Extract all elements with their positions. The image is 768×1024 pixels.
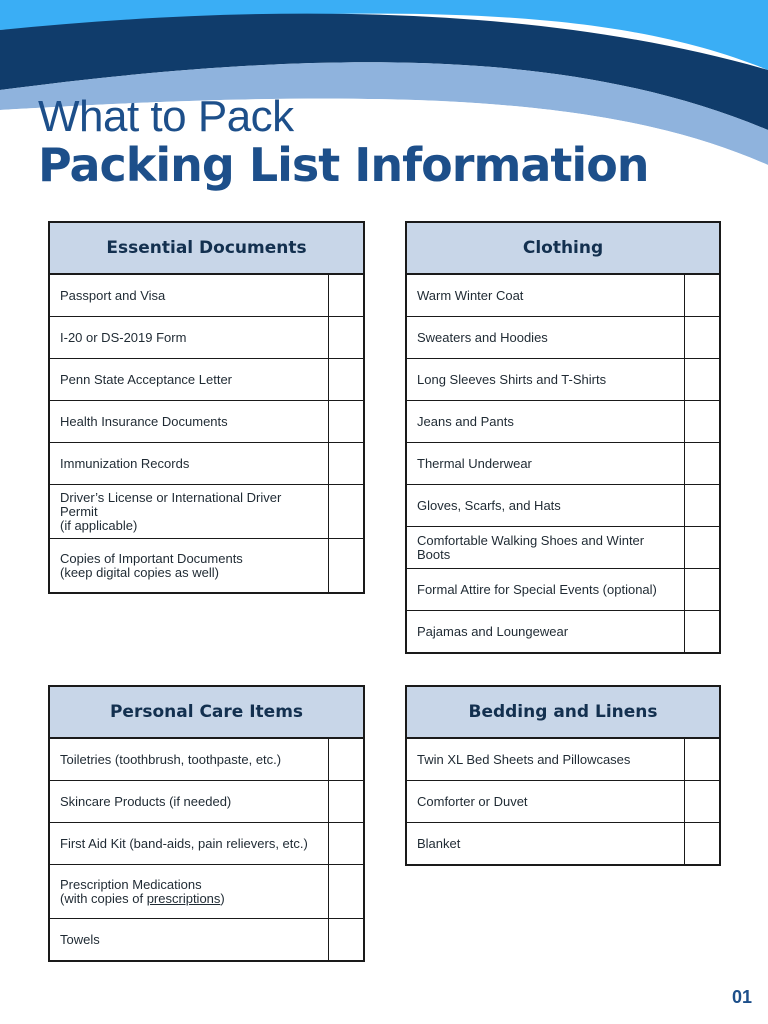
clothing-list	[405, 221, 721, 654]
page-title: Packing List Information	[38, 138, 649, 192]
list-item: I-20 or DS-2019 Form	[50, 317, 363, 359]
list-item: Formal Attire for Special Events (optional)	[407, 569, 719, 611]
checkbox[interactable]	[329, 781, 363, 822]
list-item: Toiletries (toothbrush, toothpaste, etc.)	[50, 739, 363, 781]
checkbox[interactable]	[329, 275, 363, 316]
prescriptions-link[interactable]: prescriptions	[146, 890, 221, 906]
list-item: First Aid Kit (band-aids, pain relievers, etc.)	[50, 823, 363, 865]
checkbox[interactable]	[685, 823, 719, 864]
list-header: Bedding and Linens	[407, 687, 719, 739]
checkbox[interactable]	[329, 359, 363, 400]
checkbox[interactable]	[329, 919, 363, 960]
checkbox[interactable]	[329, 443, 363, 484]
list-header: Personal Care Items	[50, 687, 363, 739]
list-item: Comforter or Duvet	[407, 781, 719, 823]
checkbox[interactable]	[329, 739, 363, 780]
checkbox[interactable]	[329, 865, 363, 918]
list-item: Comfortable Walking Shoes and Winter Boots	[407, 527, 719, 569]
list-item: Long Sleeves Shirts and T-Shirts	[407, 359, 719, 401]
checkbox[interactable]	[329, 823, 363, 864]
list-item: Gloves, Scarfs, and Hats	[407, 485, 719, 527]
list-item: Pajamas and Loungewear	[407, 611, 719, 652]
checkbox[interactable]	[685, 569, 719, 610]
checkbox[interactable]	[329, 401, 363, 442]
bedding-linens-list	[405, 685, 721, 866]
list-item: Passport and Visa	[50, 275, 363, 317]
checkbox[interactable]	[329, 317, 363, 358]
list-header: Clothing	[407, 223, 719, 275]
list-item: Penn State Acceptance Letter	[50, 359, 363, 401]
list-item: Copies of Important Documents (keep digital copies as well)	[50, 539, 363, 592]
personal-care-list	[48, 685, 365, 962]
page-number: 01	[731, 987, 752, 1007]
checkbox[interactable]	[685, 443, 719, 484]
list-item: Jeans and Pants	[407, 401, 719, 443]
checkbox[interactable]	[685, 485, 719, 526]
list-item: Twin XL Bed Sheets and Pillowcases	[407, 739, 719, 781]
checkbox[interactable]	[685, 739, 719, 780]
checkbox[interactable]	[685, 359, 719, 400]
list-item: Thermal Underwear	[407, 443, 719, 485]
checkbox[interactable]	[685, 317, 719, 358]
list-item: Health Insurance Documents	[50, 401, 363, 443]
checkbox[interactable]	[685, 527, 719, 568]
essential-documents-list	[48, 221, 365, 594]
checkbox[interactable]	[685, 401, 719, 442]
list-item: Immunization Records	[50, 443, 363, 485]
checkbox[interactable]	[685, 275, 719, 316]
checkbox[interactable]	[329, 539, 363, 592]
checkbox[interactable]	[329, 485, 363, 538]
list-item: Skincare Products (if needed)	[50, 781, 363, 823]
list-header: Essential Documents	[50, 223, 363, 275]
checkbox[interactable]	[685, 611, 719, 652]
list-item: Sweaters and Hoodies	[407, 317, 719, 359]
checkbox[interactable]	[685, 781, 719, 822]
list-item: Prescription Medications (with copies of prescriptions)	[50, 865, 363, 919]
list-item: Towels	[50, 919, 363, 960]
list-item: Driver’s License or International Driver Permit (if applicable)	[50, 485, 363, 539]
page-subtitle: What to Pack	[38, 92, 294, 141]
list-item: Blanket	[407, 823, 719, 864]
list-item: Warm Winter Coat	[407, 275, 719, 317]
